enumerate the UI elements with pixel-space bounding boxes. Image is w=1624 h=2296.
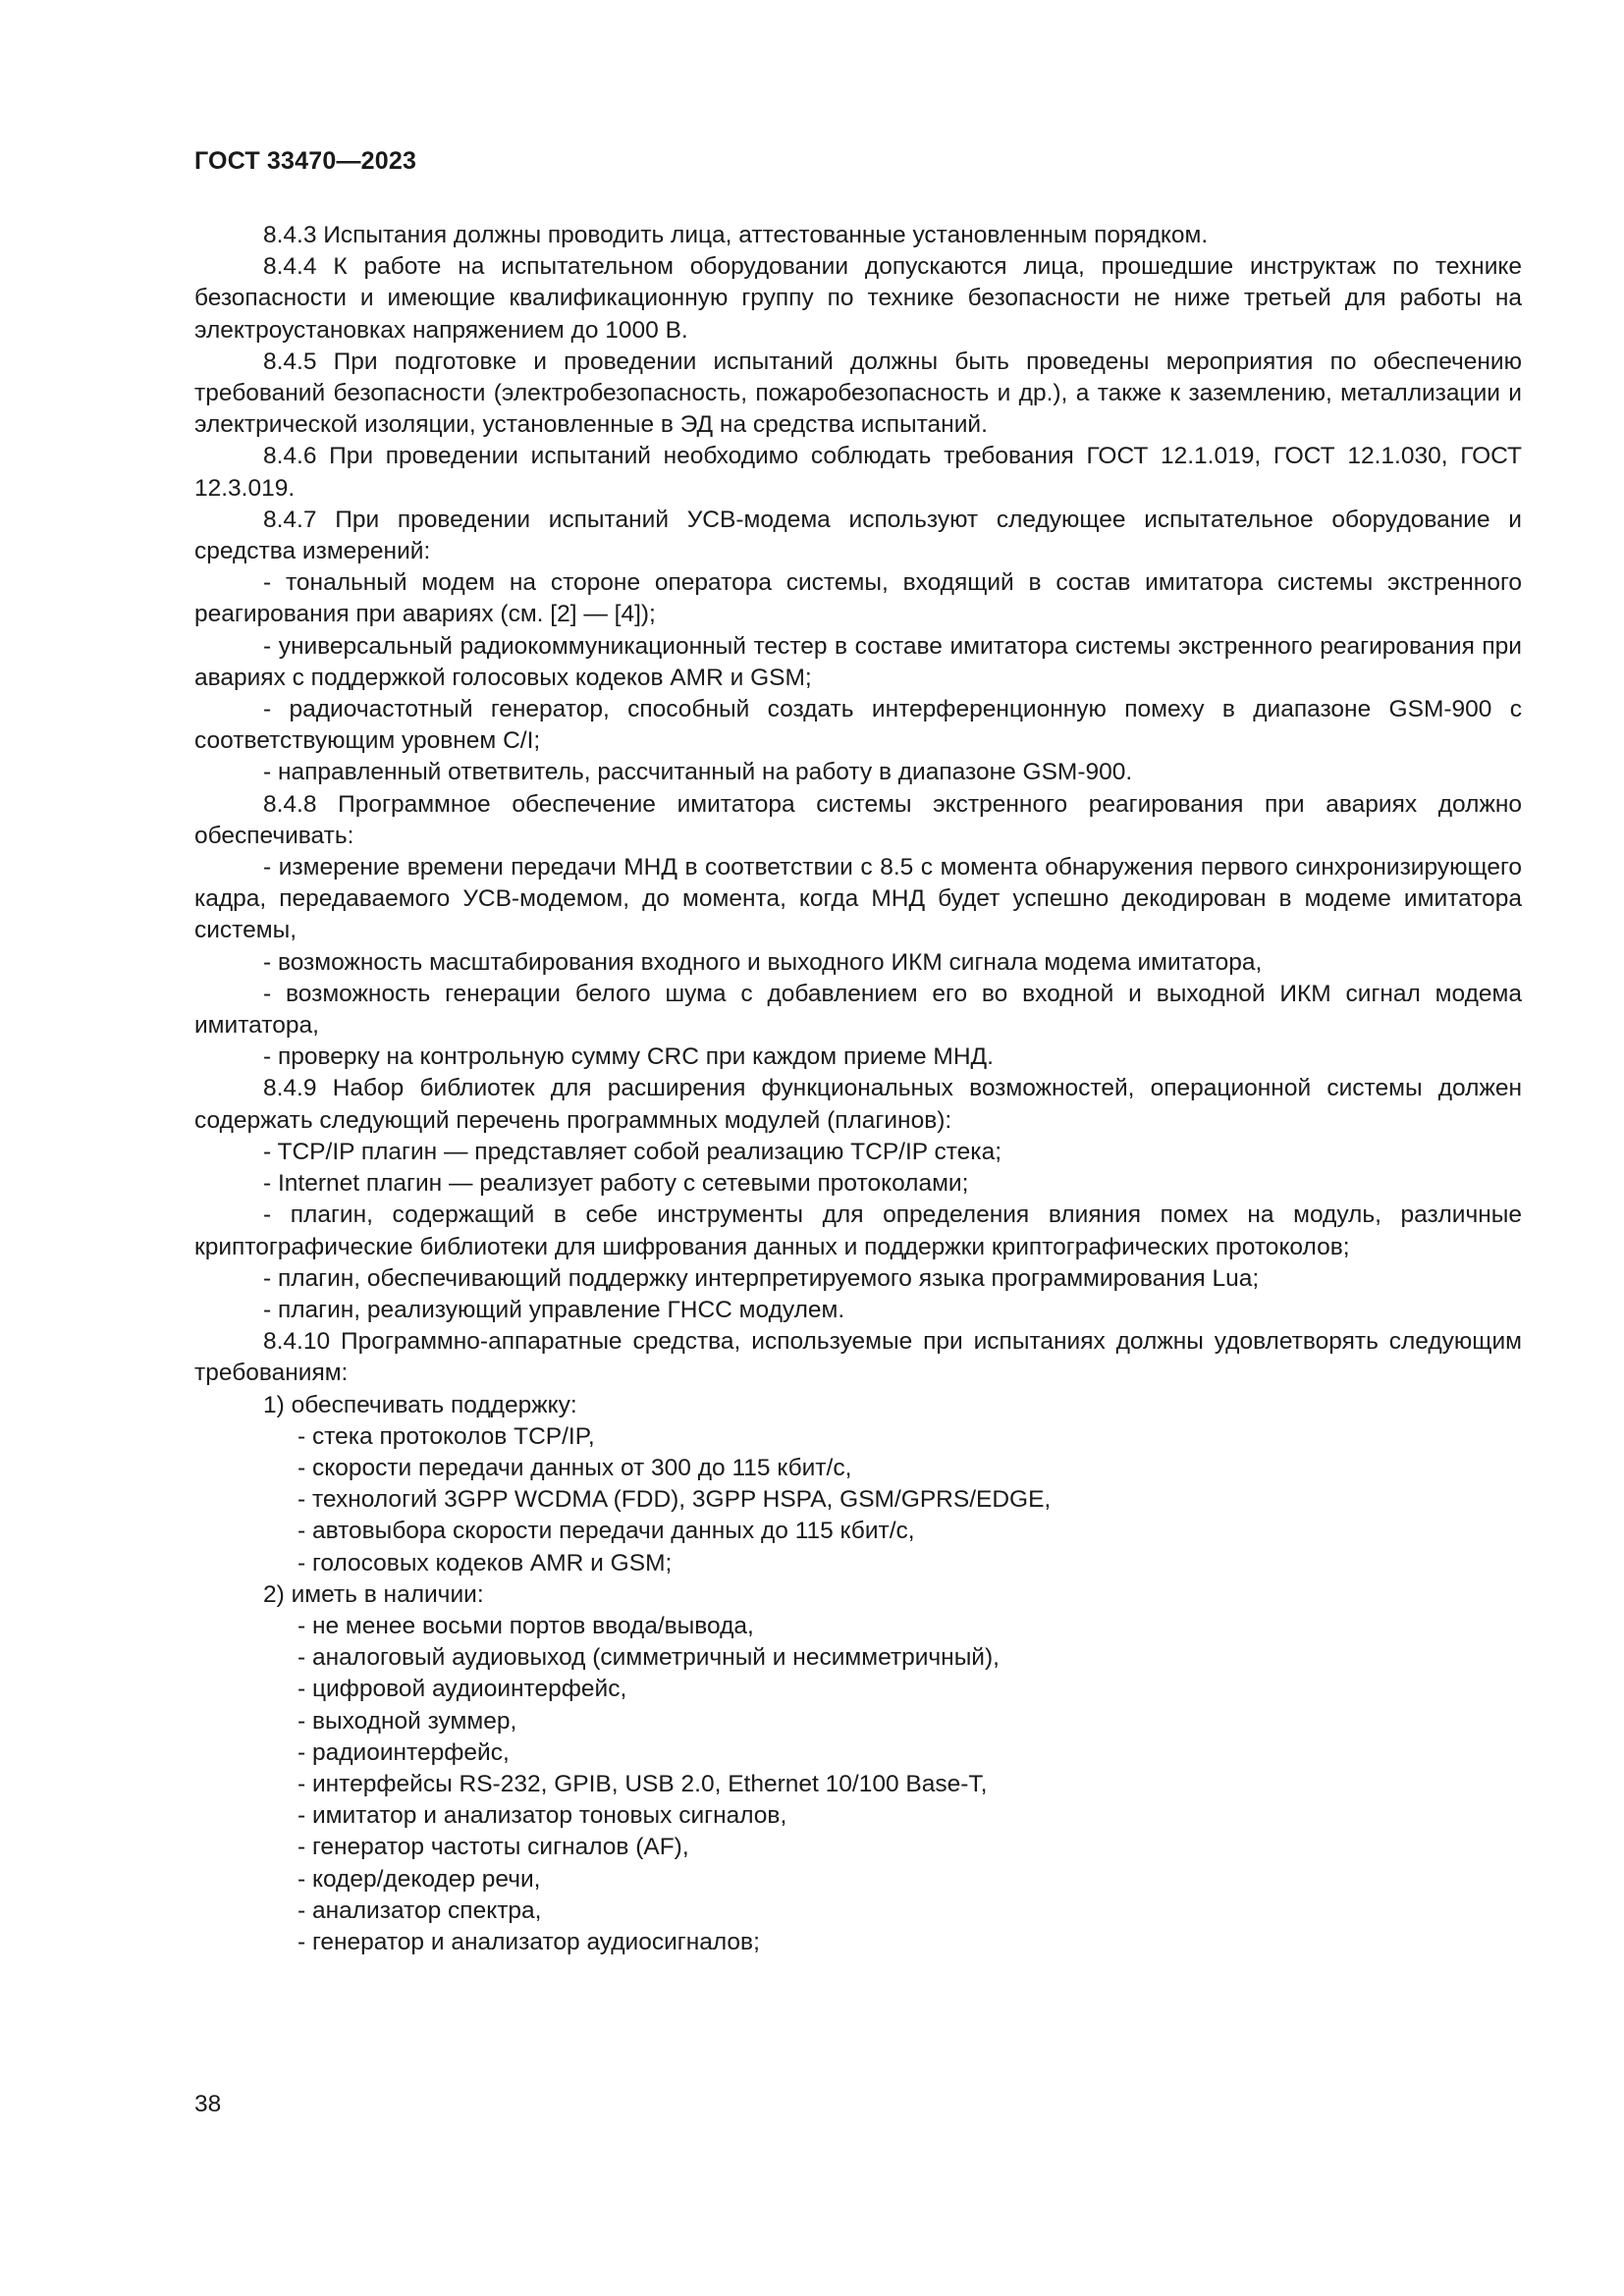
paragraph: 8.4.5 При подготовке и проведении испытаний должны быть проведены мероприятия по обеспечению требований безопасности (электробезопасность, пожаробезопасность и др.), а также к заземлению, металлизации и электрической изоляции, установленные в ЭД на средства испытаний. — [194, 347, 1522, 439]
list-item: - радиочастотный генератор, способный создать интерференционную помеху в диапазоне GSM-900 с соответствующим уровнем C/I; — [194, 696, 1522, 755]
standard-header: ГОСТ 33470—2023 — [194, 147, 417, 175]
list-item: - возможность масштабирования входного и выходного ИКМ сигнала модема имитатора, — [263, 948, 1263, 976]
list-item: - анализатор спектра, — [298, 1896, 542, 1924]
list-item: - технологий 3GPP WCDMA (FDD), 3GPP HSPA, GSM/GPRS/EDGE, — [298, 1486, 1052, 1514]
list-item: - радиоинтерфейс, — [298, 1738, 510, 1766]
list-item: - возможность генерации белого шума с добавлением его во входной и выходной ИКМ сигнал модема имитатора, — [194, 980, 1522, 1040]
list-item: - измерение времени передачи МНД в соответствии с 8.5 с момента обнаружения первого синхронизирующего кадра, передаваемого УСВ-модемом, до момента, когда МНД будет успешно декодирован в модеме имитатора системы, — [194, 854, 1522, 944]
list-item: - имитатор и анализатор тоновых сигналов, — [298, 1802, 787, 1830]
paragraph: 8.4.6 При проведении испытаний необходимо соблюдать требования ГОСТ 12.1.019, ГОСТ 12.1.030, ГОСТ 12.3.019. — [194, 443, 1522, 502]
list-item: - выходной зуммер, — [298, 1707, 517, 1735]
list-item: - кодер/декодер речи, — [298, 1865, 541, 1893]
paragraph: 8.4.9 Набор библиотек для расширения функциональных возможностей, операционной системы должен содержать следующий перечень программных модулей (плагинов): — [194, 1075, 1522, 1134]
list-item: - не менее восьми портов ввода/вывода, — [298, 1612, 754, 1639]
list-item: - плагин, содержащий в себе инструменты для определения влияния помех на модуль, различные криптографические библиотеки для шифрования данных и поддержки криптографических протоколов; — [194, 1201, 1522, 1260]
paragraph: 8.4.3 Испытания должны проводить лица, аттестованные установленным порядком. — [263, 222, 1209, 248]
list-item: - интерфейсы RS-232, GPIB, USB 2.0, Ethernet 10/100 Base-T, — [298, 1770, 988, 1797]
document-body — [194, 220, 1522, 1958]
list-item: - генератор частоты сигналов (AF), — [298, 1834, 689, 1861]
list-item: - автовыбора скорости передачи данных до 115 кбит/с, — [298, 1518, 915, 1545]
list-item: - направленный ответвитель, рассчитанный на работу в диапазоне GSM-900. — [263, 759, 1133, 786]
list-item: - тональный модем на стороне оператора системы, входящий в состав имитатора системы экстренного реагирования при авариях (см. [2] — [4]); — [194, 569, 1522, 628]
list-item: - TCP/IP плагин — представляет собой реализацию TCP/IP стека; — [263, 1138, 1001, 1165]
list-item: - Internet плагин — реализует работу с сетевыми протоколами; — [263, 1170, 969, 1198]
list-item: - стека протоколов TCP/IP, — [298, 1422, 595, 1450]
list-item: - плагин, реализующий управление ГНСС модулем. — [263, 1296, 845, 1323]
paragraph: 8.4.4 К работе на испытательном оборудовании допускаются лица, прошедшие инструктаж по технике безопасности и имеющие квалификационную группу по технике безопасности не ниже третьей для работы на электроустановках напряжением до 1000 В. — [194, 253, 1522, 344]
list-item: - голосовых кодеков AMR и GSM; — [298, 1549, 673, 1576]
list-item: - скорости передачи данных от 300 до 115 кбит/с, — [298, 1454, 852, 1481]
list-item: - генератор и анализатор аудиосигналов; — [298, 1928, 760, 1955]
paragraph: 8.4.7 При проведении испытаний УСВ-модема используют следующее испытательное оборудование и средства измерений: — [194, 506, 1522, 565]
list-item: - аналоговый аудиовыход (симметричный и несимметричный), — [298, 1644, 1000, 1672]
list-item: - цифровой аудиоинтерфейс, — [298, 1676, 627, 1703]
paragraph: 8.4.8 Программное обеспечение имитатора системы экстренного реагирования при авариях должно обеспечивать: — [194, 790, 1522, 849]
list-item: - универсальный радиокоммуникационный тестер в составе имитатора системы экстренного реагирования при авариях с поддержкой голосовых кодеков AMR и GSM; — [194, 632, 1522, 691]
page-number: 38 — [194, 2091, 222, 2117]
list-item: 2) иметь в наличии: — [263, 1580, 484, 1608]
list-item: - проверку на контрольную сумму CRC при каждом приеме МНД. — [263, 1043, 994, 1071]
list-item: 1) обеспечивать поддержку: — [263, 1391, 577, 1418]
list-item: - плагин, обеспечивающий поддержку интерпретируемого языка программирования Lua; — [263, 1264, 1260, 1292]
paragraph: 8.4.10 Программно-аппаратные средства, используемые при испытаниях должны удовлетворять следующим требованиям: — [194, 1328, 1522, 1387]
